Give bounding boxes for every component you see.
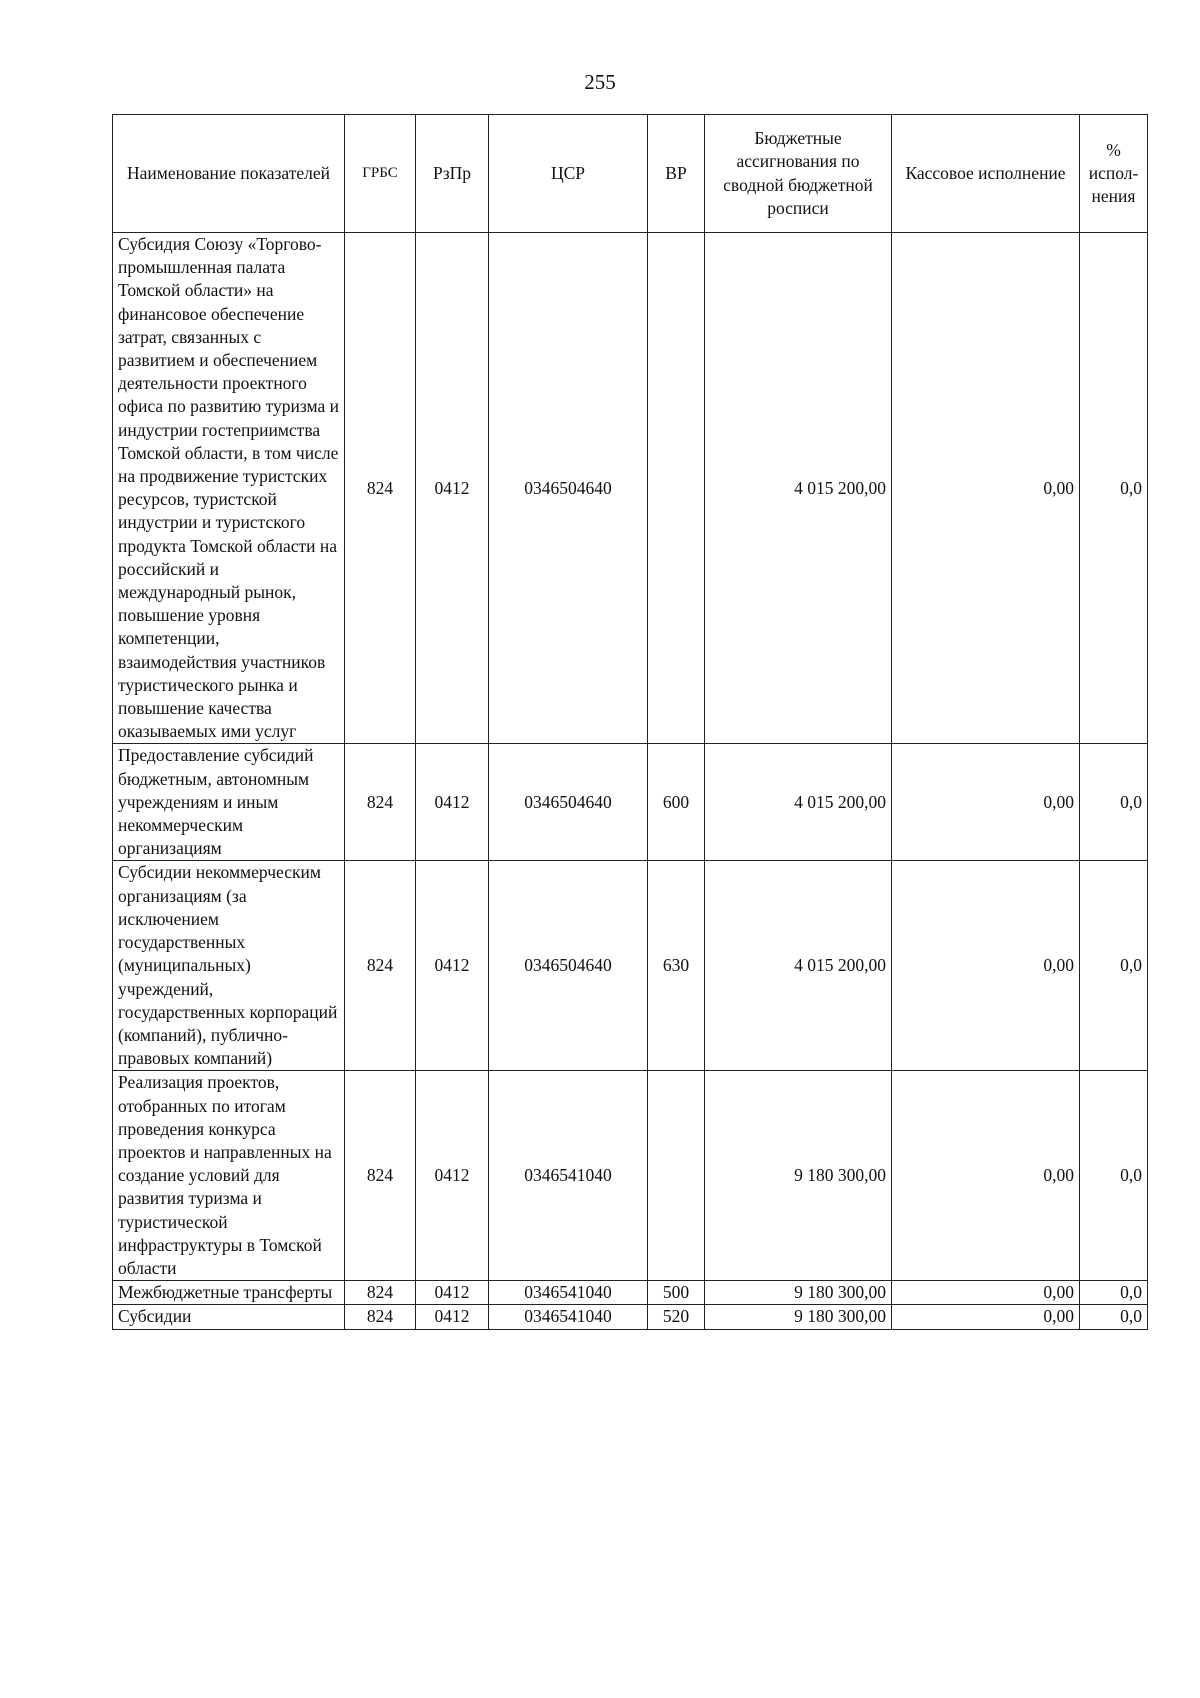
row-csr: 0346504640 xyxy=(489,861,648,1071)
row-vr: 500 xyxy=(648,1281,705,1305)
table-row xyxy=(113,1305,1148,1329)
row-cash: 0,00 xyxy=(892,1281,1080,1305)
row-grbs: 824 xyxy=(345,233,416,744)
row-vr: 630 xyxy=(648,861,705,1071)
row-budget: 9 180 300,00 xyxy=(705,1281,892,1305)
header-vr: ВР xyxy=(648,115,705,233)
row-csr: 0346504640 xyxy=(489,744,648,861)
row-name: Субсидии некоммерческим организациям (за исключением государственных (муниципальных) учреждений, государственных корпораций (компаний), публично-правовых компаний) xyxy=(113,861,345,1071)
row-percent: 0,0 xyxy=(1080,744,1148,861)
header-name: Наименование показателей xyxy=(113,115,345,233)
row-rzpr: 0412 xyxy=(416,1071,489,1281)
table-row xyxy=(113,861,1148,1071)
header-budget: Бюджетные ассигнования по сводной бюджетной росписи xyxy=(705,115,892,233)
row-budget: 9 180 300,00 xyxy=(705,1071,892,1281)
row-cash: 0,00 xyxy=(892,1071,1080,1281)
row-rzpr: 0412 xyxy=(416,744,489,861)
row-name: Субсидии xyxy=(113,1305,345,1329)
row-name: Предоставление субсидий бюджетным, автономным учреждениям и иным некоммерческим организациям xyxy=(113,744,345,861)
header-csr: ЦСР xyxy=(489,115,648,233)
row-percent: 0,0 xyxy=(1080,233,1148,744)
table-row xyxy=(113,744,1148,861)
row-rzpr: 0412 xyxy=(416,1305,489,1329)
row-rzpr: 0412 xyxy=(416,233,489,744)
row-budget: 4 015 200,00 xyxy=(705,861,892,1071)
row-csr: 0346541040 xyxy=(489,1281,648,1305)
row-vr: 600 xyxy=(648,744,705,861)
budget-table xyxy=(112,114,1148,1330)
row-rzpr: 0412 xyxy=(416,1281,489,1305)
row-cash: 0,00 xyxy=(892,861,1080,1071)
page-number: 255 xyxy=(584,70,616,94)
row-vr xyxy=(648,233,705,744)
row-csr: 0346504640 xyxy=(489,233,648,744)
row-budget: 9 180 300,00 xyxy=(705,1305,892,1329)
row-grbs: 824 xyxy=(345,861,416,1071)
header-rzpr: РзПр xyxy=(416,115,489,233)
row-vr xyxy=(648,1071,705,1281)
table-row xyxy=(113,233,1148,744)
row-cash: 0,00 xyxy=(892,744,1080,861)
row-grbs: 824 xyxy=(345,744,416,861)
row-budget: 4 015 200,00 xyxy=(705,233,892,744)
row-grbs: 824 xyxy=(345,1281,416,1305)
row-budget: 4 015 200,00 xyxy=(705,744,892,861)
row-grbs: 824 xyxy=(345,1071,416,1281)
row-rzpr: 0412 xyxy=(416,861,489,1071)
row-name: Субсидия Союзу «Торгово-промышленная палата Томской области» на финансовое обеспечение затрат, связанных с развитием и обеспечением деятельности проектного офиса по развитию туризма и индустрии гостеприимства Томской области, в том числе на продвижение туристских ресурсов, туристской индустрии и туристского продукта Томской области на российский и международный рынок, повышение уровня компетенции, взаимодействия участников туристического рынка и повышение качества оказываемых ими услуг xyxy=(113,233,345,744)
table-row xyxy=(113,1071,1148,1281)
table-header-row xyxy=(113,115,1148,233)
row-csr: 0346541040 xyxy=(489,1305,648,1329)
row-vr: 520 xyxy=(648,1305,705,1329)
header-grbs: ГРБС xyxy=(345,115,416,233)
header-percent: % испол-нения xyxy=(1080,115,1148,233)
row-percent: 0,0 xyxy=(1080,1281,1148,1305)
row-percent: 0,0 xyxy=(1080,1071,1148,1281)
row-percent: 0,0 xyxy=(1080,1305,1148,1329)
row-csr: 0346541040 xyxy=(489,1071,648,1281)
row-grbs: 824 xyxy=(345,1305,416,1329)
table-row xyxy=(113,1281,1148,1305)
row-name: Межбюджетные трансферты xyxy=(113,1281,345,1305)
row-cash: 0,00 xyxy=(892,233,1080,744)
row-name: Реализация проектов, отобранных по итогам проведения конкурса проектов и направленных на создание условий для развития туризма и туристической инфраструктуры в Томской области xyxy=(113,1071,345,1281)
row-cash: 0,00 xyxy=(892,1305,1080,1329)
row-percent: 0,0 xyxy=(1080,861,1148,1071)
header-cash: Кассовое исполнение xyxy=(892,115,1080,233)
